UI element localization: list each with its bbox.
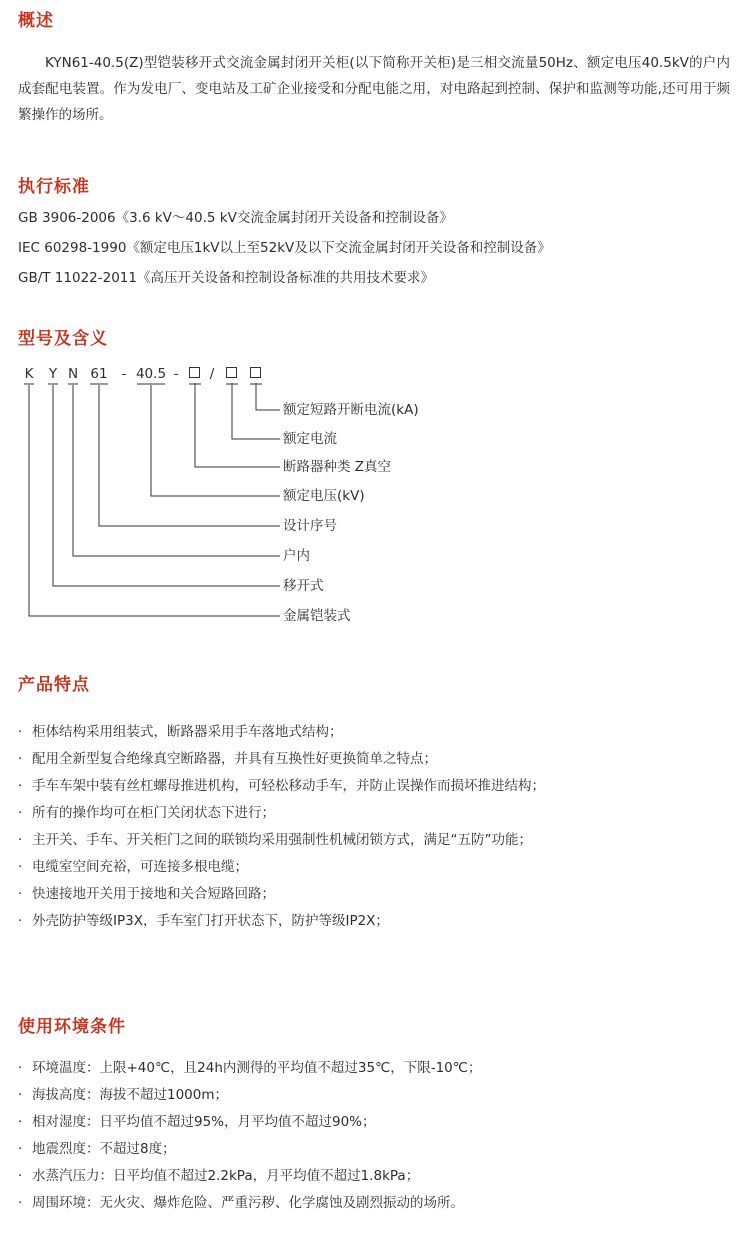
environment-item <box>18 1166 419 1186</box>
environment-text: 海拔高度：海拔不超过1000m； <box>32 1087 229 1103</box>
bullet-dot: · <box>18 724 23 740</box>
model-label-indoor: 户内 <box>283 548 310 564</box>
environment-text: 水蒸汽压力：日平均值不超过2.2kPa，月平均值不超过1.8kPa； <box>32 1168 420 1184</box>
overview-heading: 概述 <box>18 11 54 31</box>
feature-text: 电缆室空间充裕，可连接多根电缆； <box>32 859 248 875</box>
code-slash: / <box>209 366 215 382</box>
bullet-dot: · <box>18 805 23 821</box>
environment-item <box>18 1193 464 1213</box>
environment-text: 周围环境：无火灾、爆炸危险、严重污秽、化学腐蚀及剧烈振动的场所。 <box>32 1195 464 1211</box>
bullet-dot: · <box>18 751 23 767</box>
bullet-dot: · <box>18 1060 23 1076</box>
code-k: K <box>24 366 34 382</box>
overview-text: KYN61-40.5(Z)型铠装移开式交流金属封闭开关柜(以下简称开关柜)是三相交流量50Hz、额定电压40.5kV的户内成套配电装置。作为发电厂、变电站及工矿企业接受和分配电能之用，对电路起到控制、保护和监测等功能,还可用于频繁操作的场所。 <box>18 55 730 123</box>
standard-item: GB/T 11022-2011《高压开关设备和控制设备标准的共用技术要求》 <box>18 270 434 286</box>
code-y: Y <box>48 366 58 382</box>
feature-item <box>18 911 389 931</box>
code-design-no: 61 <box>90 366 108 382</box>
environment-text: 地震烈度：不超过8度； <box>32 1141 176 1157</box>
bullet-dot: · <box>18 832 23 848</box>
bullet-dot: · <box>18 886 23 902</box>
bullet-dot: · <box>18 913 23 929</box>
code-n: N <box>67 366 79 382</box>
model-label-metal-clad: 金属铠装式 <box>283 608 351 624</box>
standard-item: IEC 60298-1990《额定电压1kV以上至52kV及以下交流金属封闭开关设备和控制设备》 <box>18 240 551 256</box>
feature-text: 所有的操作均可在柜门关闭状态下进行； <box>32 805 275 821</box>
environment-item <box>18 1139 176 1159</box>
feature-item <box>18 857 248 877</box>
model-label-design-no: 设计序号 <box>283 518 337 534</box>
model-label-withdrawable: 移开式 <box>283 578 324 594</box>
standard-item: GB 3906-2006《3.6 kV～40.5 kV交流金属封闭开关设备和控制设备》 <box>18 210 453 226</box>
feature-text: 外壳防护等级IP3X，手车室门打开状态下，防护等级IP2X； <box>32 913 389 929</box>
feature-text: 快速接地开关用于接地和关合短路回路； <box>32 886 275 902</box>
model-label-short-circuit: 额定短路开断电流(kA) <box>283 402 419 418</box>
feature-item <box>18 776 545 796</box>
bullet-dot: · <box>18 1195 23 1211</box>
standards-heading: 执行标准 <box>18 177 90 197</box>
model-label-voltage: 额定电压(kV) <box>283 488 365 504</box>
code-dash-2: - <box>173 366 179 382</box>
environment-text: 相对湿度：日平均值不超过95%，月平均值不超过90%； <box>32 1114 376 1130</box>
environment-item <box>18 1085 228 1105</box>
bullet-dot: · <box>18 1168 23 1184</box>
environment-item <box>18 1058 481 1078</box>
feature-item <box>18 884 275 904</box>
environment-item <box>18 1112 376 1132</box>
bullet-dot: · <box>18 1141 23 1157</box>
feature-item <box>18 830 532 850</box>
bullet-dot: · <box>18 1087 23 1103</box>
model-heading: 型号及含义 <box>18 329 108 349</box>
feature-item <box>18 803 275 823</box>
feature-text: 柜体结构采用组装式，断路器采用手车落地式结构； <box>32 724 343 740</box>
code-dash-1: - <box>121 366 127 382</box>
environment-text: 环境温度：上限+40℃，且24h内测得的平均值不超过35℃，下限-10℃； <box>32 1060 482 1076</box>
feature-item <box>18 749 437 769</box>
bullet-dot: · <box>18 778 23 794</box>
model-label-breaker: 断路器种类 Z真空 <box>283 459 392 475</box>
code-voltage: 40.5 <box>135 366 167 382</box>
features-heading: 产品特点 <box>18 675 90 695</box>
bullet-dot: · <box>18 859 23 875</box>
feature-text: 配用全新型复合绝缘真空断路器，并具有互换性好更换简单之特点； <box>32 751 437 767</box>
model-label-current: 额定电流 <box>283 431 337 447</box>
environment-heading: 使用环境条件 <box>18 1017 126 1037</box>
feature-item <box>18 722 343 742</box>
feature-text: 主开关、手车、开关柜门之间的联锁均采用强制性机械闭锁方式，满足“五防”功能； <box>32 832 532 848</box>
bullet-dot: · <box>18 1114 23 1130</box>
feature-text: 手车车架中装有丝杠螺母推进机构，可轻松移动手车，并防止误操作而损坏推进结构； <box>32 778 545 794</box>
